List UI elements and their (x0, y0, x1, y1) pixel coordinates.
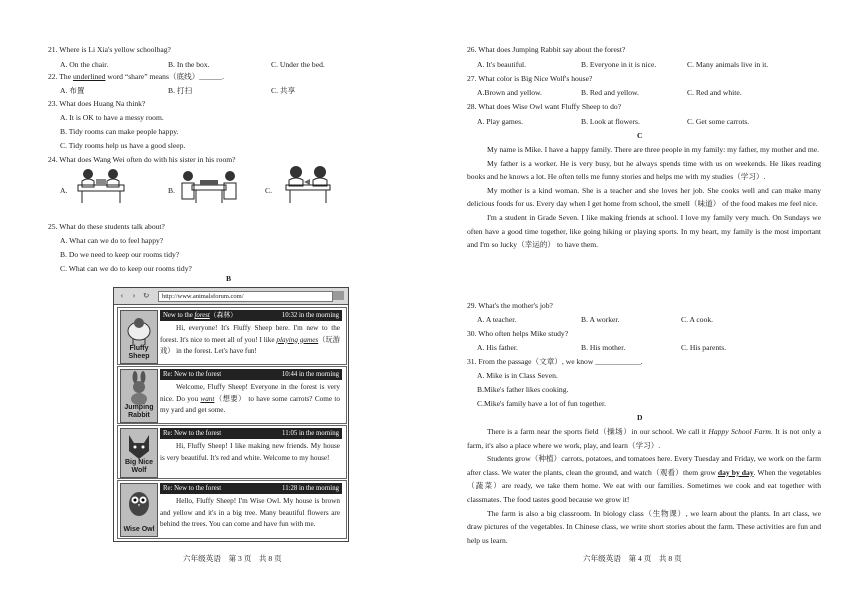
page-footer: 六年级英语 第 4 页 共 8 页 (583, 554, 682, 563)
back-icon: ‹ (120, 291, 124, 300)
option-24a-label: A. (60, 186, 68, 195)
question-21: 21. Where is Li Xia's yellow schoolbag? (48, 45, 171, 54)
avatar-name: Big Nice Wolf (124, 459, 153, 474)
section-b-heading: B (226, 274, 232, 283)
right-page (433, 0, 867, 593)
option-26b: B. Everyone in it is nice. (581, 60, 657, 69)
page-footer: 六年级英语 第 3 页 共 8 页 (183, 554, 282, 563)
avatar-name: Fluffy Sheep (128, 345, 150, 360)
picture-24b-icon (178, 165, 240, 207)
post-header (160, 369, 342, 380)
refresh-icon: ↻ (142, 291, 150, 300)
option-24c-label: C. (265, 186, 272, 195)
picture-24a-icon (70, 165, 132, 207)
option-30b: B. His mother. (581, 343, 626, 352)
question-26: 26. What does Jumping Rabbit say about the forest? (467, 45, 626, 54)
question-31: 31. From the passage（文章）, we know ____________. (467, 357, 643, 366)
section-c-heading: C (637, 131, 643, 140)
post-body: Hello, Fluffy Sheep! I'm Wise Owl. My house is brown and yellow and it's in a big tree. Many beautiful flowers are behind the trees. You can come and have fun with me. (160, 497, 340, 528)
post-body: Hi, everyone! It's Fluffy Sheep here. I'm new to the forest. It's nice to meet all of you! I like playing games（玩游戏） in the forest. Let's have fun! (160, 324, 340, 355)
option-23b: B. Tidy rooms can make people happy. (60, 127, 179, 136)
passage-c-paragraph: My name is Mike. I have a happy family. There are three people in my family: my father, my mother and me. (487, 145, 820, 154)
option-21a: A. On the chair. (60, 60, 109, 69)
option-21c: C. Under the bed. (271, 60, 325, 69)
option-26a: A. It's beautiful. (477, 60, 527, 69)
option-25b: B. Do we need to keep our rooms tidy? (60, 250, 180, 259)
option-23a: A. It is OK to have a messy room. (60, 113, 164, 122)
post-header (160, 428, 342, 439)
forum-post-wise-owl (117, 480, 347, 539)
option-28a: A. Play games. (477, 117, 523, 126)
option-27c: C. Red and white. (687, 88, 742, 97)
wolf-icon (121, 429, 157, 463)
question-23: 23. What does Huang Na think? (48, 99, 146, 108)
option-23c: C. Tidy rooms help us have a good sleep. (60, 141, 186, 150)
post-time: 10:44 in the morning (281, 371, 339, 378)
option-22b: B. 打扫 (168, 86, 193, 95)
option-31c: C.Mike's family have a lot of fun together. (477, 399, 606, 408)
avatar-name: Wise Owl (123, 526, 155, 533)
post-time: 11:28 in the morning (282, 485, 339, 492)
option-25c: C. What can we do to keep our rooms tidy? (60, 264, 192, 273)
avatar-name: Jumping Rabbit (124, 404, 154, 419)
avatar (120, 310, 158, 364)
option-28b: B. Look at flowers. (581, 117, 640, 126)
question-22: 22. The underlined word “share” means（底线）______. (48, 72, 224, 81)
passage-d-paragraph: There is a farm near the sports field（操场）in our school. We call it Happy School Farm. It is not only a farm, it's also a place where we work, play, and learn（学习）. (467, 427, 821, 450)
post-header (160, 310, 342, 321)
left-page (0, 0, 433, 593)
option-27a: A.Brown and yellow. (477, 88, 542, 97)
forum-screenshot (113, 287, 349, 542)
passage-c-paragraph: My father is a worker. He is very busy, but he always spends time with us on weekends. He likes reading books and he knows a lot. He often tells me funny stories and helps me with my studies（学习）. (467, 158, 821, 182)
passage-d (467, 425, 821, 547)
address-bar: http://www.animalsforum.com/ (158, 291, 333, 302)
question-30: 30. Who often helps Mike study? (467, 329, 569, 338)
question-29: 29. What's the mother's job? (467, 301, 553, 310)
forum-post-big-nice-wolf (117, 425, 347, 479)
avatar (120, 483, 158, 537)
option-31b: B.Mike's father likes cooking. (477, 385, 569, 394)
avatar (120, 428, 158, 478)
option-29a: A. A teacher. (477, 315, 517, 324)
passage-c-paragraph: My mother is a kind woman. She is a teacher and she loves her job. She cooks well and can make many delicious foods for us. Every day when I get home from school, the smell（味道） of the food makes me feel nice. (467, 185, 821, 209)
option-29b: B. A worker. (581, 315, 620, 324)
post-time: 11:05 in the morning (282, 430, 339, 437)
menu-icon (333, 291, 344, 300)
question-28: 28. What does Wise Owl want Fluffy Sheep to do? (467, 102, 622, 111)
post-body: Welcome, Fluffy Sheep! Everyone in the forest is very nice. Do you want（想要） to have some carrots? Come to my yard and get some. (160, 383, 340, 414)
option-24b-label: B. (168, 186, 175, 195)
question-25: 25. What do these students talk about? (48, 222, 165, 231)
option-29c: C. A cook. (681, 315, 714, 324)
option-30a: A. His father. (477, 343, 518, 352)
passage-c-paragraph: I'm a student in Grade Seven. I like making friends at school. I love my family very much. On Sundays we often have a good time together, like going hiking or playing sports. In my heart, my family is the most important and I'm so lucky（幸运的） to have them. (467, 212, 821, 250)
option-28c: C. Get some carrots. (687, 117, 750, 126)
option-26c: C. Many animals live in it. (687, 60, 769, 69)
option-22a: A. 布置 (60, 86, 85, 95)
forward-icon: › (132, 291, 136, 300)
question-27: 27. What color is Big Nice Wolf's house? (467, 74, 593, 83)
post-body: Hi, Fluffy Sheep! I like making new friends. My house is very beautiful. It's red and white. Welcome to my house! (160, 442, 340, 462)
forum-post-fluffy-sheep (117, 307, 347, 365)
picture-24c-icon (276, 163, 338, 207)
post-title: Re: New to the forest (163, 485, 222, 492)
option-27b: B. Red and yellow. (581, 88, 639, 97)
section-d-heading: D (637, 413, 643, 422)
option-31a: A. Mike is in Class Seven. (477, 371, 558, 380)
post-title: Re: New to the forest (163, 371, 222, 378)
question-24: 24. What does Wang Wei often do with his sister in his room? (48, 155, 236, 164)
post-header (160, 483, 342, 494)
browser-toolbar (114, 288, 348, 305)
option-30c: C. His parents. (681, 343, 727, 352)
passage-d-paragraph: Students grow（种植）carrots, potatoes, and tomatoes here. Every Tuesday and Friday, we work on the farm after class. We water the plants, clean the ground, and watch（观看）them grow day by day. When the vegetables（蔬菜）are ready, we take them home. We eat with our families. Sometimes we cook and eat together with classmates. The food tastes good because we grow it! (467, 454, 821, 504)
option-25a: A. What can we do to feel happy? (60, 236, 164, 245)
option-21b: B. In the box. (168, 60, 210, 69)
owl-icon (121, 484, 157, 520)
option-22c: C. 共享 (271, 86, 296, 95)
post-time: 10:32 in the morning (281, 312, 339, 319)
post-title: New to the forest（森林） (163, 312, 237, 319)
forum-post-jumping-rabbit (117, 366, 347, 424)
passage-c (467, 143, 821, 252)
passage-d-paragraph: The farm is also a big classroom. In biology class（生物课）, we learn about the plants. In art class, we draw pictures of the vegetables. In Chinese class, we write short stories about the farm. These activities are fun and help us learn. (467, 508, 821, 545)
avatar (120, 369, 158, 423)
post-title: Re: New to the forest (163, 430, 222, 437)
